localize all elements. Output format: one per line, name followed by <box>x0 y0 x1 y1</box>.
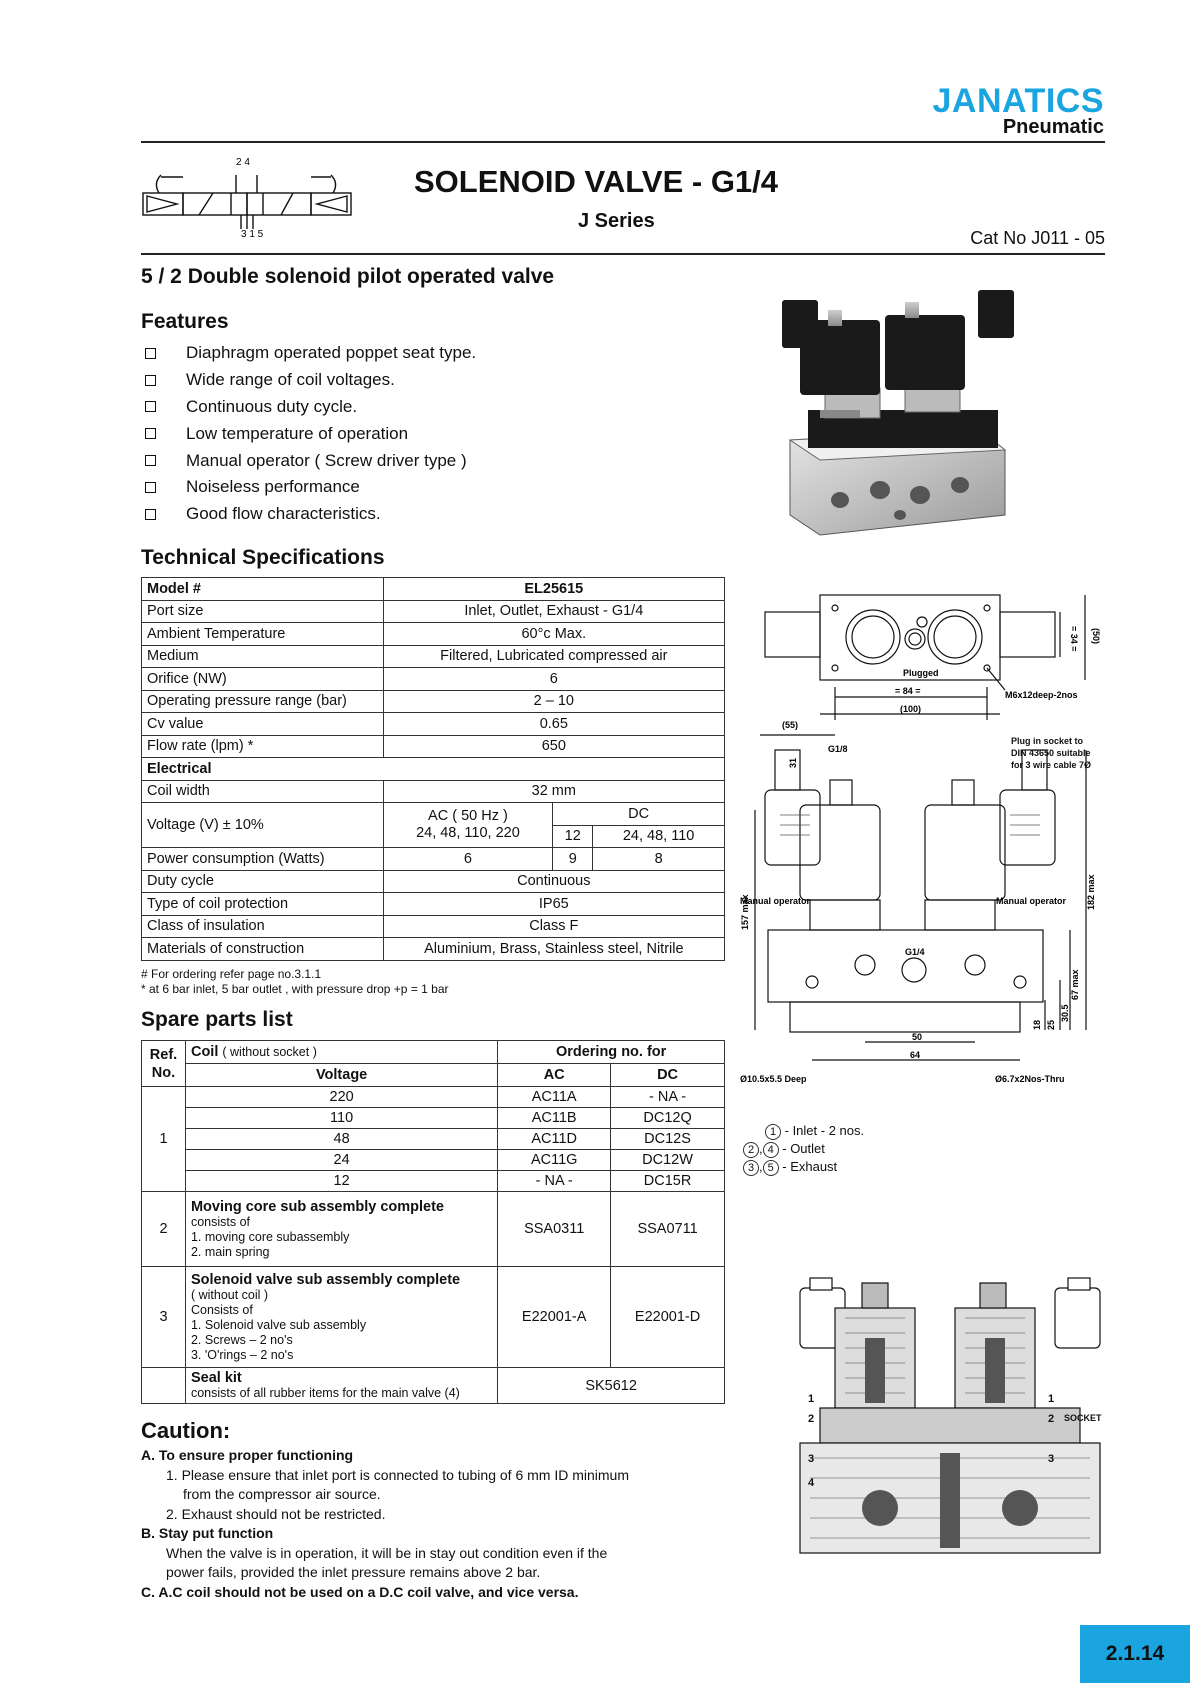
svg-text:Manual operator: Manual operator <box>740 896 811 906</box>
brand-name: JANATICS <box>932 82 1104 120</box>
svg-text:Manual operator: Manual operator <box>996 896 1067 906</box>
model-label: Model # <box>142 578 384 601</box>
table-row: Port size Inlet, Outlet, Exhaust - G1/4 <box>142 600 725 623</box>
svg-text:G1/4: G1/4 <box>905 947 925 957</box>
checkbox-icon <box>145 401 156 412</box>
svg-text:Plugged: Plugged <box>903 668 939 678</box>
section-label-left-2: 2 <box>808 1413 815 1425</box>
front-view-drawing <box>740 720 1110 1100</box>
table-row: 48 AC11D DC12S <box>142 1129 725 1150</box>
table-row: Medium Filtered, Lubricated compressed air <box>142 645 725 668</box>
svg-text:= 34 =: = 34 = <box>1069 626 1079 652</box>
svg-text:G1/8: G1/8 <box>828 744 848 754</box>
brand-tagline: Pneumatic <box>1002 116 1104 138</box>
svg-text:25: 25 <box>1046 1019 1056 1030</box>
table-row: Ref. No. Coil ( without socket ) Ordering no. for <box>142 1041 725 1064</box>
spare-parts-table <box>141 1040 725 1404</box>
header-rule-top <box>141 141 1105 143</box>
table-row: Class of insulation Class F <box>142 915 725 938</box>
note-flow: * at 6 bar inlet, 5 bar outlet , with pressure drop +p = 1 bar <box>141 982 449 996</box>
svg-text:18: 18 <box>1032 1019 1042 1030</box>
page-title: SOLENOID VALVE - G1/4 <box>414 164 779 199</box>
table-row: Materials of construction Aluminium, Brass, Stainless steel, Nitrile <box>142 938 725 961</box>
svg-text:(50): (50) <box>1091 628 1101 645</box>
svg-text:31: 31 <box>788 757 798 768</box>
section-label-right-3: 3 <box>1048 1453 1055 1465</box>
product-photo <box>780 290 1020 545</box>
sectional-drawing <box>800 1278 1100 1578</box>
valve-symbol-icon <box>141 153 361 238</box>
table-row <box>142 758 725 781</box>
table-row: Flow rate (lpm) * 650 <box>142 735 725 758</box>
svg-text:(55): (55) <box>782 720 799 730</box>
header-rule-bottom <box>141 253 1105 255</box>
table-row: Seal kit consists of all rubber items for the main valve (4) SK5612 <box>142 1368 725 1404</box>
section-label-left-4: 4 <box>808 1477 815 1489</box>
list-item: Diaphragm operated poppet seat type. <box>143 340 476 367</box>
symbol-bottom-ports: 3 1 5 <box>241 229 264 240</box>
list-item: Wide range of coil voltages. <box>143 367 476 394</box>
spare-parts-heading: Spare parts list <box>141 1008 293 1031</box>
checkbox-icon <box>145 348 156 359</box>
svg-text:M6x12deep-2nos: M6x12deep-2nos <box>1005 690 1078 700</box>
features-list <box>143 340 476 528</box>
table-row: Orifice (NW) 6 <box>142 668 725 691</box>
section-label-left-1: 1 <box>808 1393 815 1405</box>
table-row: Duty cycle Continuous <box>142 870 725 893</box>
table-row: Power consumption (Watts) 6 9 8 <box>142 848 725 871</box>
section-label-right-1: 1 <box>1048 1393 1055 1405</box>
svg-text:50: 50 <box>912 1032 923 1042</box>
checkbox-icon <box>145 375 156 386</box>
top-view-drawing <box>755 590 1105 725</box>
section-label-left-3: 3 <box>808 1453 815 1465</box>
table-row: 3 Solenoid valve sub assembly complete ( without coil ) Consists of 1. Solenoid valve sub assembly 2. Screws – 2 no's 3. 'O'rings – 2 no's E22001-A E22001-D <box>142 1267 725 1368</box>
table-row: 12 24, 48, 110 <box>142 825 725 848</box>
legend-outlet: 2 , 4 - Outlet <box>743 1140 864 1158</box>
list-item: Good flow characteristics. <box>143 501 476 528</box>
list-item: Low temperature of operation <box>143 420 476 447</box>
checkbox-icon <box>145 482 156 493</box>
electrical-label: Electrical <box>142 758 725 781</box>
table-row: 2 Moving core sub assembly complete consists of 1. moving core subassembly 2. main spring SSA0311 SSA0711 <box>142 1192 725 1267</box>
checkbox-icon <box>145 509 156 520</box>
caution-heading: Caution: <box>141 1418 231 1443</box>
svg-text:182 max: 182 max <box>1086 874 1096 910</box>
page-number: 2.1.14 <box>1080 1625 1190 1683</box>
brand-logo <box>933 84 1105 138</box>
table-row: 24 AC11G DC12W <box>142 1150 725 1171</box>
svg-text:67 max: 67 max <box>1070 969 1080 1000</box>
list-item: Noiseless performance <box>143 474 476 501</box>
legend-inlet: 1 - Inlet - 2 nos. <box>743 1122 864 1140</box>
svg-text:157 max: 157 max <box>740 894 750 930</box>
list-item: Continuous duty cycle. <box>143 394 476 421</box>
symbol-top-ports: 2 4 <box>236 157 250 168</box>
tech-specs-table <box>141 577 725 961</box>
note-ordering: # For ordering refer page no.3.1.1 <box>141 967 322 981</box>
catalog-number: Cat No J011 - 05 <box>970 228 1105 248</box>
svg-text:Ø10.5x5.5 Deep: Ø10.5x5.5 Deep <box>740 1074 807 1084</box>
table-row: Coil width 32 mm <box>142 780 725 803</box>
svg-text:(100): (100) <box>900 704 922 714</box>
socket-label: SOCKET <box>1064 1413 1102 1423</box>
table-row: Operating pressure range (bar) 2 – 10 <box>142 690 725 713</box>
svg-text:30.5: 30.5 <box>1060 1004 1070 1022</box>
table-row: Voltage (V) ± 10% AC ( 50 Hz ) 24, 48, 110, 220 DC <box>142 803 725 826</box>
table-row: Ambient Temperature 60°c Max. <box>142 623 725 646</box>
table-row: Voltage AC DC <box>142 1064 725 1087</box>
table-row: Cv value 0.65 <box>142 713 725 736</box>
svg-text:= 84 =: = 84 = <box>895 686 921 696</box>
plug-socket-note: Plug in socket to DIN 43650 suitable for 3 wire cable 7Ø <box>1011 736 1092 770</box>
spec-notes <box>141 967 449 997</box>
checkbox-icon <box>145 428 156 439</box>
ref-head: Ref. No. <box>142 1041 186 1087</box>
model-value: EL25615 <box>383 578 724 601</box>
table-row: 12 - NA - DC15R <box>142 1171 725 1192</box>
section-label-right-2: 2 <box>1048 1413 1055 1425</box>
svg-text:Ø6.7x2Nos-Thru: Ø6.7x2Nos-Thru <box>995 1074 1065 1084</box>
checkbox-icon <box>145 455 156 466</box>
table-row <box>142 578 725 601</box>
features-heading: Features <box>141 310 229 333</box>
series-label: J Series <box>578 210 655 232</box>
table-row: 1 220 AC11A - NA - <box>142 1087 725 1108</box>
port-legend <box>743 1122 864 1176</box>
svg-text:64: 64 <box>910 1050 921 1060</box>
caution-section: Caution: A. To ensure proper functioning 1. Please ensure that inlet port is connected to tubing of 6 mm ID minimum from the compressor air source. 2. Exhaust should not be restricted. B. Stay put function When the valve is in operation, it will be in stay out condition even if the power fails, provided the inlet pressure remains above 2 bar. C. A.C coil should not be used on a D.C coil valve, and vice versa. <box>141 1418 741 1602</box>
table-row: Type of coil protection IP65 <box>142 893 725 916</box>
table-row: 110 AC11B DC12Q <box>142 1108 725 1129</box>
product-subtitle: 5 / 2 Double solenoid pilot operated valve <box>141 265 555 288</box>
voltage-label: Voltage (V) ± 10% <box>142 803 384 848</box>
tech-specs-heading: Technical Specifications <box>141 546 385 569</box>
legend-exhaust: 3 , 5 - Exhaust <box>743 1158 864 1176</box>
list-item: Manual operator ( Screw driver type ) <box>143 447 476 474</box>
